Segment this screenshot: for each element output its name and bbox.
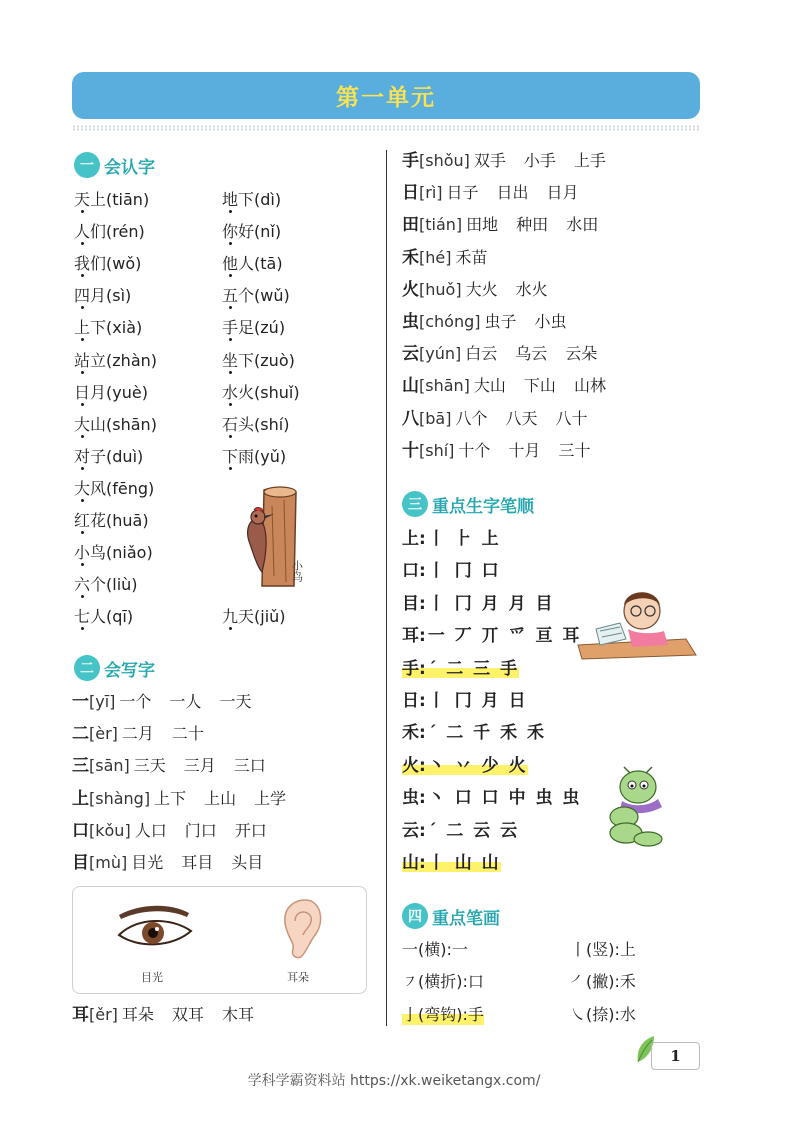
char-label: 虫: <box>402 788 426 809</box>
char: 子 <box>90 446 107 466</box>
pinyin: (liù) <box>106 575 138 595</box>
char: 八 <box>402 408 419 429</box>
stroke-order-row <box>402 754 528 778</box>
stroke-order-row <box>402 786 581 810</box>
char: 头 <box>238 414 255 434</box>
write-char-row <box>72 723 212 745</box>
pinyin: (shān) <box>106 414 157 434</box>
pinyin: (shuǐ) <box>254 382 300 402</box>
char: 下 <box>222 446 239 466</box>
char: 四 <box>74 286 91 306</box>
char: 天 <box>238 607 255 626</box>
stroke-order-line <box>402 756 528 776</box>
write-char-row <box>402 247 495 269</box>
stroke-sequence: 丶 口 口 中 虫 虫 <box>427 788 582 809</box>
stroke-name-item <box>402 971 484 993</box>
recognize-word <box>222 221 281 243</box>
char: 一 <box>72 692 89 712</box>
pinyin: (huā) <box>106 511 149 530</box>
char: 月 <box>90 382 107 402</box>
pinyin: (duì) <box>106 446 144 466</box>
example-words <box>481 311 575 333</box>
char: 上 <box>74 318 91 338</box>
char: 立 <box>90 350 107 370</box>
char: 十 <box>402 440 419 461</box>
pinyin: (tā) <box>254 254 283 274</box>
stroke-name-text: 一(横):一 <box>402 940 468 959</box>
char: 坐 <box>222 350 239 370</box>
stroke-order-row <box>402 819 519 843</box>
char: 火 <box>238 382 255 402</box>
char: 二 <box>72 724 89 745</box>
recognize-word <box>222 606 286 628</box>
pinyin: (dì) <box>254 190 282 209</box>
recognize-word <box>74 510 149 532</box>
recognize-word <box>222 446 286 468</box>
word: 木耳 <box>221 1005 254 1024</box>
word: 一人 <box>169 692 202 711</box>
recognize-word <box>74 542 153 564</box>
ear-illustration <box>273 895 327 961</box>
char: 田 <box>402 215 419 236</box>
example-words <box>470 375 614 397</box>
char: 红 <box>74 511 91 530</box>
write-char-row <box>72 755 274 777</box>
char: 耳 <box>72 1005 89 1025</box>
char: 月 <box>90 286 107 306</box>
pinyin: (shí) <box>254 414 290 434</box>
pinyin: (xià) <box>106 318 143 338</box>
char-label: 目: <box>402 593 426 614</box>
char: 水 <box>222 382 239 402</box>
char: 下 <box>238 190 255 209</box>
pinyin: [huǒ] <box>419 279 462 299</box>
stroke-order-line <box>402 561 501 581</box>
example-words <box>451 408 595 430</box>
column-divider <box>386 150 387 1026</box>
recognize-word <box>74 221 145 243</box>
pinyin: [chóng] <box>419 312 481 331</box>
section-title: 会写字 <box>104 660 155 681</box>
word: 上手 <box>573 151 606 170</box>
char: 好 <box>238 222 255 242</box>
word: 二十 <box>171 724 204 744</box>
char: 站 <box>74 350 91 370</box>
pinyin: (rén) <box>106 222 145 242</box>
recognize-word <box>74 382 148 404</box>
pinyin: [bā] <box>419 408 452 428</box>
char: 手 <box>222 318 239 338</box>
char: 虫 <box>402 312 419 332</box>
section-number-badge: 四 <box>402 903 428 929</box>
stroke-name-item <box>402 939 468 961</box>
char-label: 手: <box>402 658 426 679</box>
pinyin: (qī) <box>106 607 134 627</box>
stroke-sequence: 一 丆 丌 爫 亘 耳 <box>427 626 582 647</box>
char: 个 <box>238 286 255 306</box>
word: 小虫 <box>534 312 567 331</box>
word: 田地 <box>466 215 499 235</box>
write-char-row <box>72 852 271 874</box>
pinyin: [shān] <box>419 376 470 396</box>
stroke-order-line <box>402 659 519 679</box>
char: 人 <box>74 222 91 242</box>
stroke-order-row <box>402 657 519 681</box>
pinyin: (yǔ) <box>254 446 287 466</box>
ear-caption: 耳朵 <box>287 971 309 984</box>
pinyin: (tiān) <box>106 190 150 209</box>
word: 八十 <box>555 408 588 428</box>
recognize-word <box>74 285 131 307</box>
write-char-row <box>402 311 575 333</box>
recognize-word <box>222 317 285 339</box>
example-words <box>454 440 598 462</box>
unit-title: 第一单元 <box>336 85 436 111</box>
word: 八天 <box>505 408 538 428</box>
char: 大 <box>74 478 91 498</box>
pinyin: [ěr] <box>89 1005 118 1024</box>
word: 三十 <box>558 440 591 460</box>
word: 下山 <box>523 376 556 396</box>
pinyin: (niǎo) <box>106 543 153 563</box>
char: 天 <box>74 190 91 209</box>
stroke-name-text: 亅(弯钩):手 <box>402 1004 484 1024</box>
char: 六 <box>74 575 91 595</box>
word: 二月 <box>121 724 154 744</box>
char: 风 <box>90 478 107 498</box>
stroke-sequence: 丶 丷 少 火 <box>427 755 528 776</box>
bird-caption: 小鸟 <box>290 560 304 582</box>
stroke-order-line <box>402 594 555 614</box>
unit-title-banner <box>72 72 700 119</box>
char-label: 耳: <box>402 626 426 647</box>
char-label: 山: <box>402 853 426 873</box>
boy-illustration <box>576 583 698 661</box>
char-label: 禾: <box>402 723 426 744</box>
word: 耳朵 <box>121 1005 154 1024</box>
stroke-name-text: ㇇(横折):口 <box>402 972 484 992</box>
section-stroke-order-header <box>402 491 534 517</box>
example-words <box>470 150 614 172</box>
char: 他 <box>222 254 239 274</box>
write-char-row <box>402 343 605 365</box>
char-label: 日: <box>402 691 426 711</box>
char: 云 <box>402 344 419 365</box>
woodpecker-illustration <box>236 486 311 588</box>
write-char-row <box>72 820 275 842</box>
char-label: 云: <box>402 820 426 841</box>
stroke-order-row <box>402 851 501 875</box>
char: 个 <box>90 575 107 595</box>
word: 门口 <box>184 820 217 840</box>
recognize-word <box>222 382 300 404</box>
char: 下 <box>238 350 255 370</box>
pinyin: [shàng] <box>89 788 151 808</box>
pinyin: (zhàn) <box>106 350 157 370</box>
section-recognize-header <box>74 152 155 178</box>
char: 九 <box>222 607 239 626</box>
stroke-order-row <box>402 559 501 583</box>
char: 足 <box>238 318 255 338</box>
stroke-order-line <box>402 529 501 549</box>
word: 大山 <box>473 376 506 396</box>
char: 雨 <box>238 446 255 466</box>
recognize-word <box>74 574 138 596</box>
stroke-order-row <box>402 527 501 551</box>
stroke-name-item <box>570 1004 636 1026</box>
stroke-sequence: ˊ 二 云 云 <box>427 820 520 841</box>
word: 上学 <box>254 788 287 808</box>
example-words <box>118 723 212 745</box>
word: 水火 <box>515 279 548 299</box>
word: 种田 <box>516 215 549 235</box>
dotted-divider <box>72 125 700 131</box>
char: 人 <box>90 607 107 627</box>
recognize-word <box>74 446 143 468</box>
char: 们 <box>90 254 107 274</box>
write-char-row <box>72 691 259 713</box>
write-char-row <box>72 788 294 810</box>
pinyin: [hé] <box>419 247 452 267</box>
word: 目光 <box>131 853 164 872</box>
eye-illustration <box>113 901 195 955</box>
stroke-order-row <box>402 624 581 648</box>
stroke-sequence: 丨 冂 月 日 <box>427 691 528 711</box>
word: 三口 <box>233 756 266 776</box>
example-words <box>127 852 271 874</box>
illustration-box <box>72 886 367 994</box>
word: 一个 <box>119 692 152 711</box>
write-char-row <box>402 375 614 397</box>
stroke-order-line <box>402 788 581 808</box>
section-number-badge: 三 <box>402 491 428 517</box>
char: 手 <box>402 151 419 171</box>
example-words <box>462 279 556 301</box>
stroke-name-text: ㇏(捺):水 <box>570 1004 636 1024</box>
pinyin: [shǒu] <box>419 151 470 170</box>
stroke-order-line <box>402 626 581 646</box>
pinyin: (jiǔ) <box>254 607 286 626</box>
recognize-word <box>222 189 281 211</box>
word: 三天 <box>133 756 166 776</box>
char: 石 <box>222 414 239 434</box>
stroke-order-line <box>402 691 528 711</box>
stroke-sequence: ˊ 二 千 禾 禾 <box>427 723 546 744</box>
pinyin: (zuò) <box>254 350 295 370</box>
recognize-word <box>74 414 157 436</box>
pinyin: [èr] <box>89 724 118 744</box>
recognize-word <box>74 189 149 211</box>
char-label: 火: <box>402 755 426 776</box>
recognize-word <box>74 478 154 500</box>
word: 日子 <box>446 183 479 203</box>
recognize-word <box>74 253 141 275</box>
word: 大火 <box>465 279 498 299</box>
pinyin: [tián] <box>419 215 463 235</box>
pinyin: [sān] <box>89 756 130 776</box>
char: 日 <box>74 382 91 402</box>
char: 口 <box>72 820 89 841</box>
recognize-word <box>222 253 283 275</box>
word: 开口 <box>234 820 267 840</box>
footer-watermark: 学科学霸资料站 https://xk.weiketangx.com/ <box>247 1073 541 1089</box>
write-char-row <box>402 182 587 204</box>
word: 乌云 <box>515 344 548 364</box>
write-char-row <box>402 408 596 430</box>
pinyin: [shí] <box>419 440 455 460</box>
pinyin: (nǐ) <box>254 222 282 242</box>
pinyin: (wǔ) <box>254 286 290 306</box>
example-words <box>462 214 606 236</box>
write-char-row-er <box>72 1004 262 1026</box>
pinyin: [kǒu] <box>89 820 131 840</box>
word: 禾苗 <box>455 247 488 267</box>
char-label: 上: <box>402 529 426 549</box>
pinyin: (zú) <box>254 318 286 338</box>
stroke-order-line <box>402 853 501 873</box>
caterpillar-illustration <box>602 765 672 847</box>
recognize-word <box>74 350 157 372</box>
stroke-order-row <box>402 689 528 713</box>
word: 一天 <box>219 692 252 711</box>
char: 日 <box>402 183 419 204</box>
section-number-badge: 一 <box>74 152 100 178</box>
char: 上 <box>72 788 89 809</box>
char: 下 <box>90 318 107 338</box>
char: 对 <box>74 446 91 466</box>
char: 目 <box>72 853 89 873</box>
stroke-name-item <box>402 1004 484 1026</box>
char: 上 <box>90 190 107 209</box>
stroke-order-row <box>402 721 546 745</box>
stroke-sequence: 丨 山 山 <box>427 853 501 873</box>
section-title: 重点生字笔顺 <box>432 496 534 517</box>
pinyin: [mù] <box>89 853 128 872</box>
char: 鸟 <box>90 543 107 563</box>
char: 我 <box>74 254 91 274</box>
char: 你 <box>222 222 239 242</box>
stroke-sequence: 丨 冂 月 月 目 <box>427 593 555 614</box>
char: 小 <box>74 543 91 563</box>
example-words <box>451 247 495 269</box>
char: 禾 <box>402 247 419 268</box>
pinyin: [rì] <box>419 183 443 203</box>
recognize-word <box>74 606 133 628</box>
char: 花 <box>90 511 107 530</box>
word: 上山 <box>204 788 237 808</box>
stroke-name-item <box>570 971 636 993</box>
write-char-row <box>402 214 606 236</box>
stroke-name-text: 丨(竖):上 <box>570 940 636 959</box>
example-words <box>115 691 259 713</box>
write-char-row <box>402 279 556 301</box>
pinyin: [yī] <box>89 692 116 711</box>
char: 五 <box>222 286 239 306</box>
word: 十个 <box>458 440 491 460</box>
example-words <box>130 755 274 777</box>
word: 小手 <box>523 151 556 170</box>
pinyin: [yún] <box>419 344 462 364</box>
char: 人 <box>238 254 255 274</box>
char: 山 <box>402 376 419 397</box>
write-char-row <box>402 440 598 462</box>
char: 七 <box>74 607 91 627</box>
pinyin: (wǒ) <box>106 254 142 274</box>
word: 山林 <box>573 376 606 396</box>
word: 头目 <box>231 853 264 872</box>
example-words <box>461 343 605 365</box>
stroke-name-text: ㇒(撇):禾 <box>570 972 636 992</box>
word: 十月 <box>508 440 541 460</box>
char: 们 <box>90 222 107 242</box>
word: 白云 <box>465 344 498 364</box>
stroke-sequence: 丨 冂 口 <box>427 561 501 582</box>
example-words <box>443 182 587 204</box>
example-words <box>118 1004 262 1026</box>
stroke-order-line <box>402 723 546 743</box>
char: 火 <box>402 279 419 300</box>
recognize-word <box>74 317 142 339</box>
word: 双耳 <box>171 1005 204 1024</box>
word: 三月 <box>183 756 216 776</box>
section-number-badge: 二 <box>74 655 100 681</box>
stroke-name-item <box>570 939 636 961</box>
char: 地 <box>222 190 239 209</box>
recognize-word <box>222 285 290 307</box>
stroke-sequence: 丨 ⺊ 上 <box>427 529 501 549</box>
page-number: 1 <box>651 1042 700 1070</box>
pinyin: (sì) <box>106 286 132 306</box>
word: 八个 <box>455 408 488 428</box>
char: 大 <box>74 414 91 434</box>
write-char-row <box>402 150 614 172</box>
example-words <box>150 788 294 810</box>
recognize-word <box>222 414 289 436</box>
recognize-word <box>222 350 295 372</box>
word: 上下 <box>154 788 187 808</box>
section-strokes-header <box>402 903 500 929</box>
pinyin: (fēng) <box>106 478 155 498</box>
stroke-order-row <box>402 592 555 616</box>
char-label: 口: <box>402 561 426 582</box>
section-title: 重点笔画 <box>432 908 500 929</box>
word: 虫子 <box>484 312 517 331</box>
section-write-header <box>74 655 155 681</box>
word: 云朵 <box>565 344 598 364</box>
eye-caption: 目光 <box>141 971 163 984</box>
section-title: 会认字 <box>104 157 155 178</box>
word: 耳目 <box>181 853 214 872</box>
pinyin: (yuè) <box>106 382 148 402</box>
word: 双手 <box>473 151 506 170</box>
example-words <box>131 820 275 842</box>
word: 日月 <box>546 183 579 203</box>
stroke-sequence: ˊ 二 三 手 <box>427 658 520 679</box>
char: 山 <box>90 414 107 434</box>
word: 日出 <box>496 183 529 203</box>
word: 水田 <box>566 215 599 235</box>
char: 三 <box>72 756 89 777</box>
stroke-order-line <box>402 821 519 841</box>
word: 人口 <box>134 820 167 840</box>
